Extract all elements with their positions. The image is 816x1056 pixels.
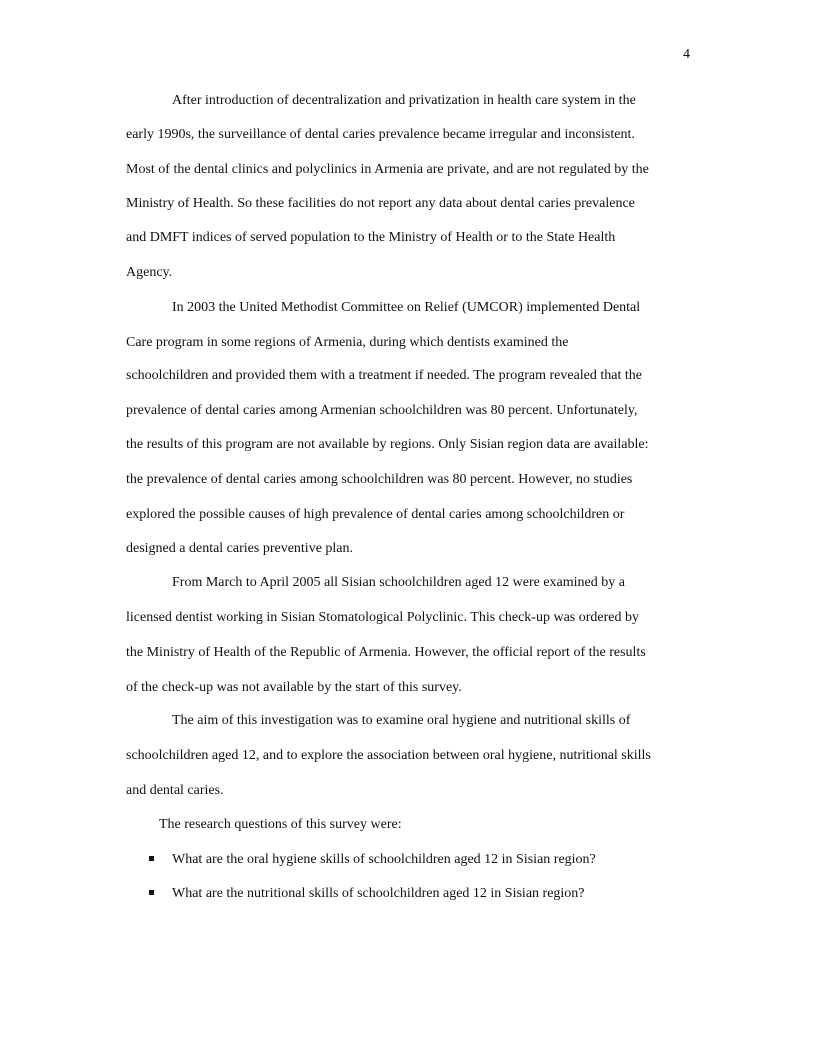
paragraph-2-line: prevalence of dental caries among Armenian schoolchildren was 80 percent. Unfortunately, — [126, 403, 638, 418]
paragraph-3-line: of the check-up was not available by the start of this survey. — [126, 680, 462, 695]
paragraph-1-line: early 1990s, the surveillance of dental caries prevalence became irregular and inconsistent. — [126, 127, 635, 142]
paragraph-3-line: From March to April 2005 all Sisian schoolchildren aged 12 were examined by a — [172, 575, 625, 590]
paragraph-3-line: the Ministry of Health of the Republic of Armenia. However, the official report of the results — [126, 645, 646, 660]
research-questions-intro: The research questions of this survey were: — [159, 817, 402, 832]
square-bullet-icon — [149, 856, 154, 861]
paragraph-1-line: Agency. — [126, 265, 173, 280]
paragraph-2-line: In 2003 the United Methodist Committee on Relief (UMCOR) implemented Dental — [172, 300, 641, 315]
square-bullet-icon — [149, 890, 154, 895]
paragraph-2-line: the results of this program are not available by regions. Only Sisian region data are available: — [126, 437, 649, 452]
paragraph-3-line: licensed dentist working in Sisian Stomatological Polyclinic. This check-up was ordered by — [126, 610, 639, 625]
page-number: 4 — [683, 47, 690, 62]
paragraph-4-line: The aim of this investigation was to examine oral hygiene and nutritional skills of — [172, 713, 631, 728]
paragraph-2-line: schoolchildren and provided them with a treatment if needed. The program revealed that the — [126, 368, 642, 383]
paragraph-1-line: Most of the dental clinics and polyclinics in Armenia are private, and are not regulated by the — [126, 162, 649, 177]
paragraph-4-line: schoolchildren aged 12, and to explore the association between oral hygiene, nutritional skills — [126, 748, 651, 763]
research-question-item: What are the oral hygiene skills of schoolchildren aged 12 in Sisian region? — [172, 852, 596, 867]
paragraph-1-line: and DMFT indices of served population to the Ministry of Health or to the State Health — [126, 230, 616, 245]
research-question-item: What are the nutritional skills of schoolchildren aged 12 in Sisian region? — [172, 886, 585, 901]
paragraph-1-line: After introduction of decentralization and privatization in health care system in the — [172, 93, 636, 108]
paragraph-2-line: explored the possible causes of high prevalence of dental caries among schoolchildren or — [126, 507, 625, 522]
paragraph-2-line: Care program in some regions of Armenia, during which dentists examined the — [126, 335, 569, 350]
paragraph-4-line: and dental caries. — [126, 783, 224, 798]
paragraph-2-line: the prevalence of dental caries among schoolchildren was 80 percent. However, no studies — [126, 472, 633, 487]
paragraph-2-line: designed a dental caries preventive plan. — [126, 541, 354, 556]
paragraph-1-line: Ministry of Health. So these facilities do not report any data about dental caries prevalence — [126, 196, 635, 211]
